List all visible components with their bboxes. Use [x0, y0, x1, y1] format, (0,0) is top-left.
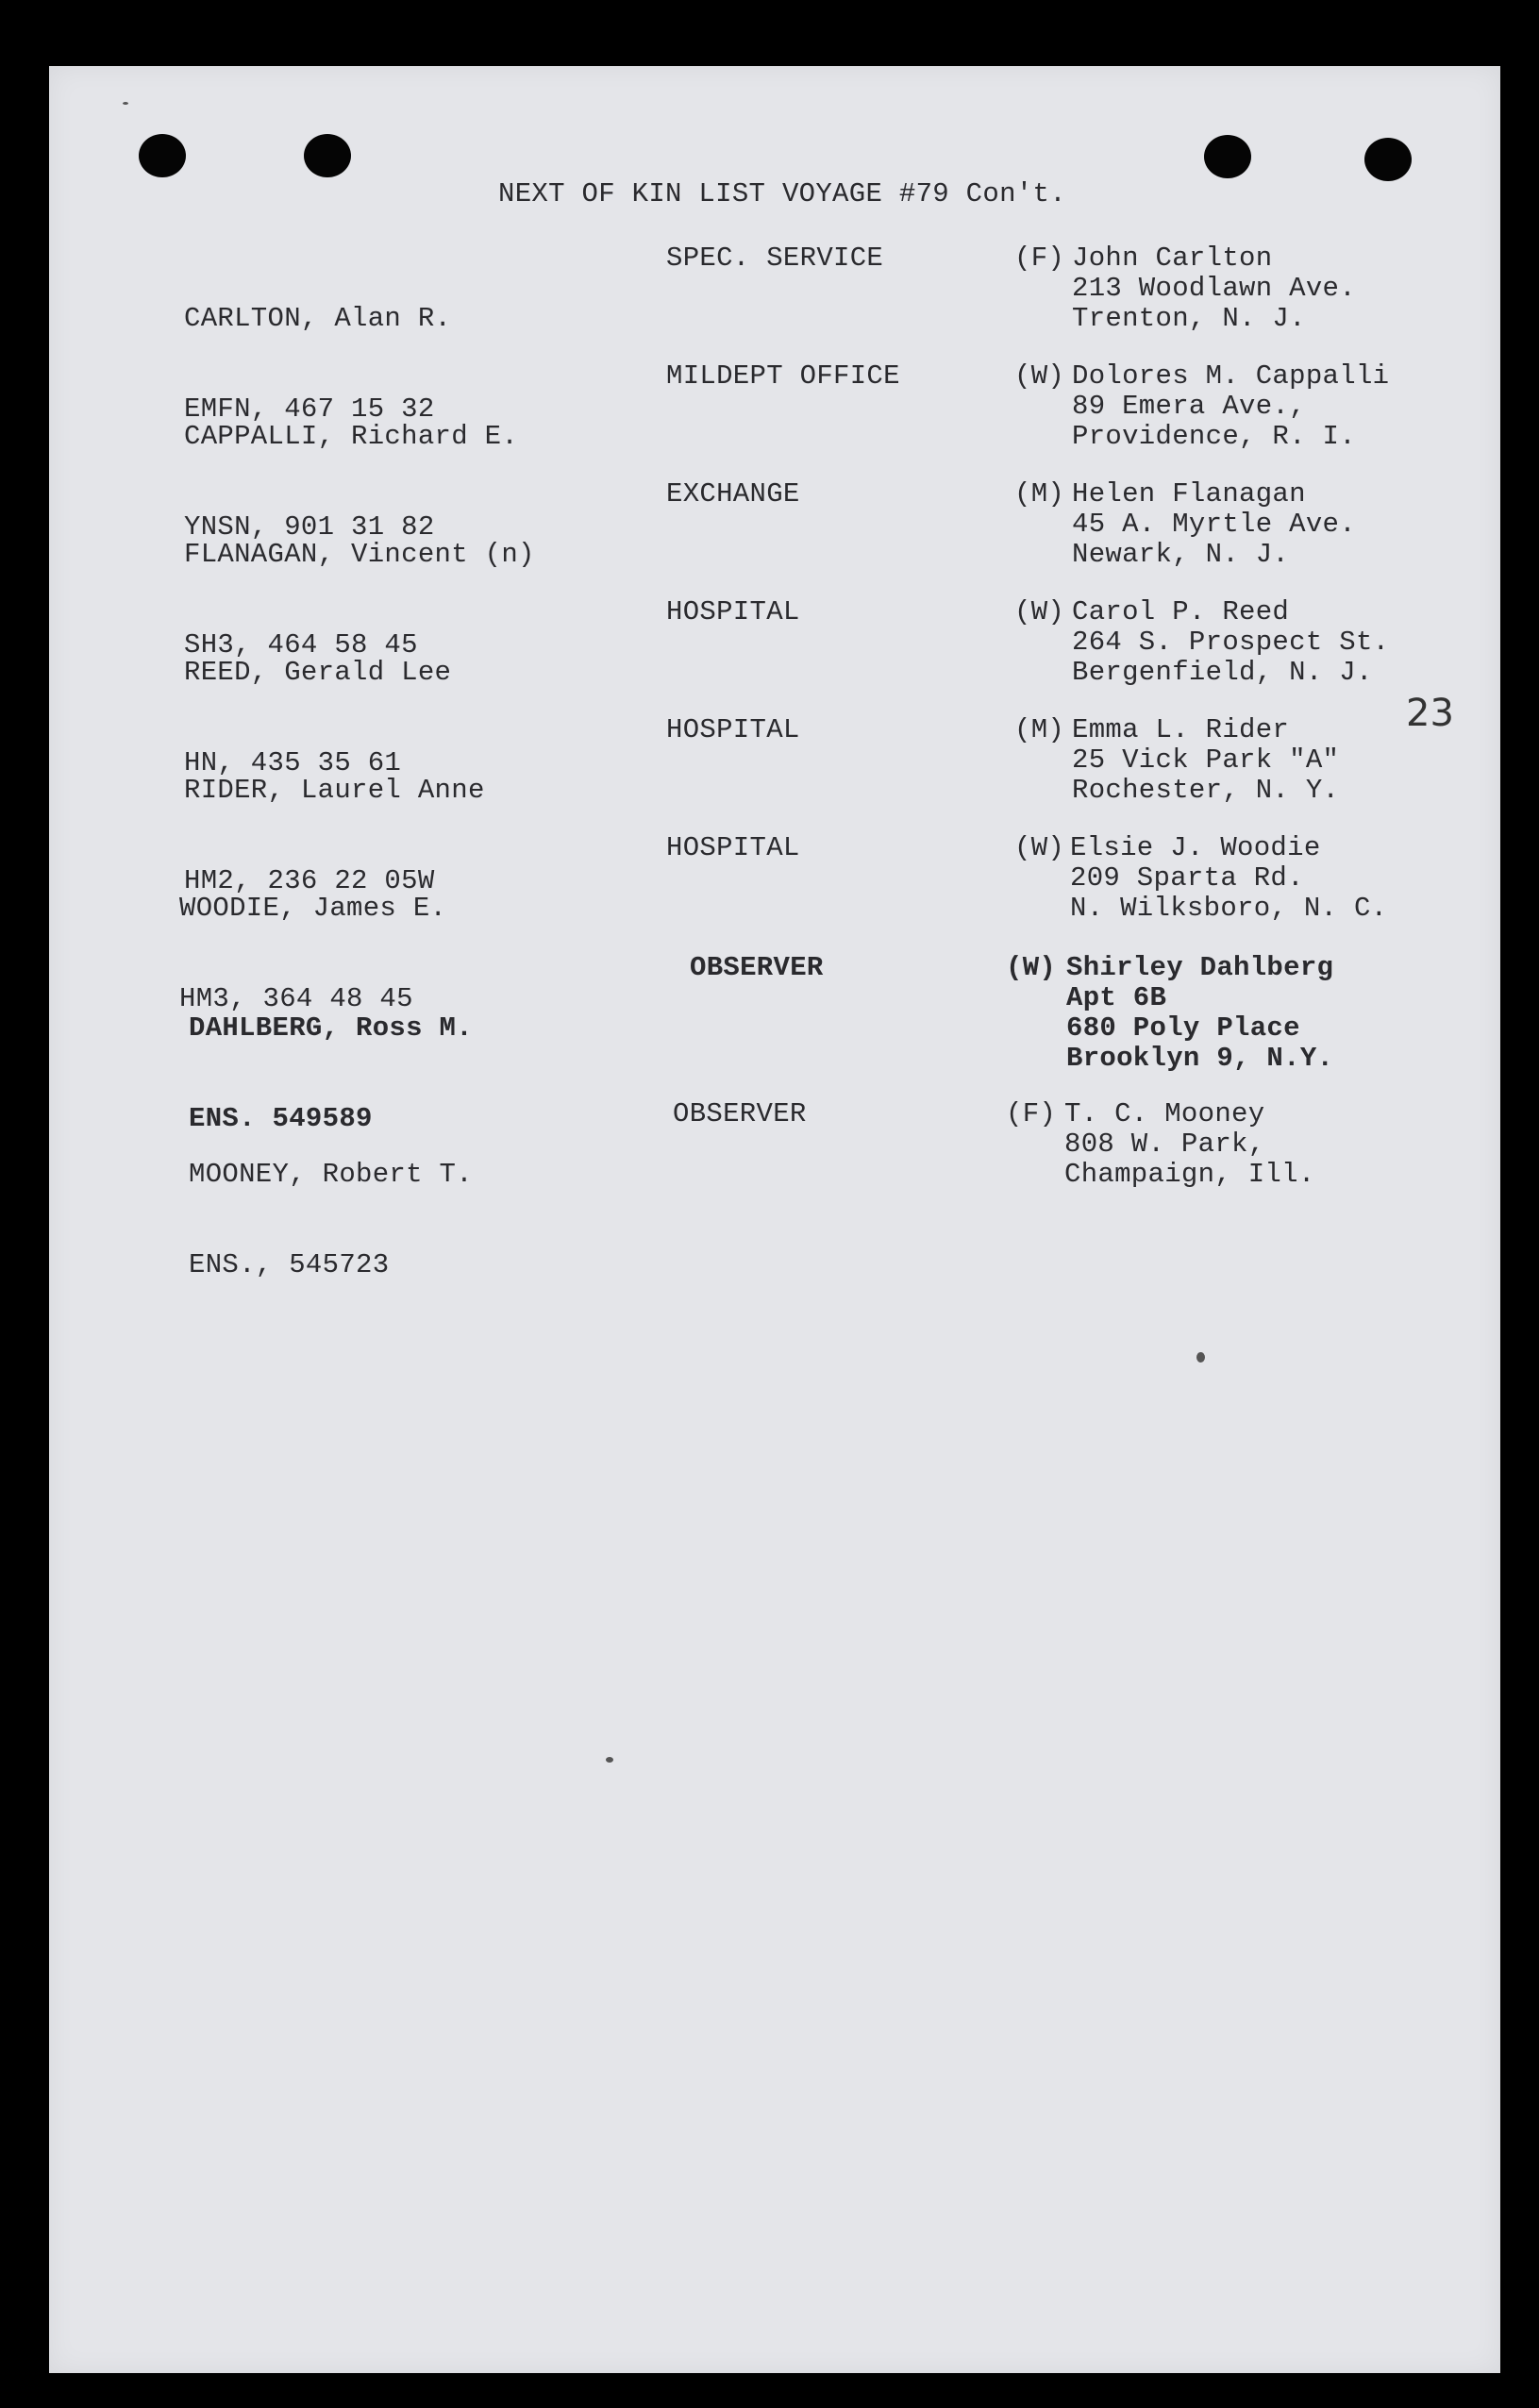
sailor-name: REED, Gerald Lee — [184, 657, 452, 688]
address-line: 264 S. Prospect St. — [1072, 627, 1390, 658]
paper-speck — [123, 102, 128, 105]
address-line: Dolores M. Cappalli — [1072, 360, 1390, 392]
page-number: 23 — [1406, 692, 1454, 735]
sailor-rate: HM3, 364 48 45 — [179, 983, 413, 1014]
department: HOSPITAL — [666, 832, 800, 863]
next-of-kin-address — [1072, 361, 1389, 452]
sailor-rate: ENS., 545723 — [189, 1249, 390, 1280]
next-of-kin-address — [1070, 833, 1387, 924]
sailor-name: CARLTON, Alan R. — [184, 303, 452, 334]
punch-hole — [1204, 135, 1251, 178]
relation: (W) — [1006, 952, 1057, 983]
sailor-rate: HN, 435 35 61 — [184, 747, 402, 778]
address-line: 808 W. Park, — [1064, 1129, 1265, 1160]
sailor-rate: YNSN, 901 31 82 — [184, 511, 435, 543]
sailor-name: CAPPALLI, Richard E. — [184, 421, 519, 452]
punch-hole — [139, 134, 186, 177]
punch-hole — [1364, 138, 1412, 181]
relation: (M) — [1014, 714, 1065, 745]
department: HOSPITAL — [666, 596, 800, 627]
department: EXCHANGE — [666, 478, 800, 510]
address-line: Brooklyn 9, N.Y. — [1066, 1043, 1334, 1074]
address-line: N. Wilksboro, N. C. — [1070, 893, 1388, 924]
next-of-kin-address — [1064, 1099, 1315, 1190]
next-of-kin-address — [1072, 479, 1356, 570]
sailor-rate: ENS. 549589 — [189, 1103, 373, 1134]
relation: (W) — [1014, 832, 1065, 863]
address-line: Trenton, N. J. — [1072, 303, 1306, 334]
address-line: Helen Flanagan — [1072, 478, 1306, 510]
sailor-name: FLANAGAN, Vincent (n) — [184, 539, 535, 570]
department: SPEC. SERVICE — [666, 242, 884, 274]
sailor-name: DAHLBERG, Ross M. — [189, 1012, 473, 1044]
punch-hole — [304, 134, 351, 177]
page-header: NEXT OF KIN LIST VOYAGE #79 Con't. — [498, 178, 1066, 209]
address-line: Rochester, N. Y. — [1072, 775, 1340, 806]
next-of-kin-address — [1072, 243, 1356, 334]
address-line: 25 Vick Park "A" — [1072, 744, 1340, 776]
paper-speck — [606, 1757, 613, 1763]
relation: (F) — [1014, 242, 1065, 274]
address-line: Bergenfield, N. J. — [1072, 657, 1373, 688]
relation: (F) — [1006, 1098, 1057, 1129]
next-of-kin-address — [1072, 597, 1389, 688]
address-line: Elsie J. Woodie — [1070, 832, 1321, 863]
address-line: John Carlton — [1072, 242, 1273, 274]
sailor-name: MOONEY, Robert T. — [189, 1159, 473, 1190]
sailor-name: WOODIE, James E. — [179, 893, 447, 924]
address-line: Emma L. Rider — [1072, 714, 1290, 745]
address-line: 209 Sparta Rd. — [1070, 862, 1304, 894]
relation: (W) — [1014, 596, 1065, 627]
department: MILDEPT OFFICE — [666, 360, 900, 392]
next-of-kin-address — [1066, 953, 1333, 1074]
address-line: Newark, N. J. — [1072, 539, 1290, 570]
address-line: Apt 6B — [1066, 982, 1167, 1013]
department: OBSERVER — [673, 1098, 807, 1129]
department: HOSPITAL — [666, 714, 800, 745]
paper-speck — [1196, 1352, 1205, 1363]
address-line: 680 Poly Place — [1066, 1012, 1300, 1044]
relation: (W) — [1014, 360, 1065, 392]
sailor-rate: EMFN, 467 15 32 — [184, 393, 435, 425]
address-line: 89 Emera Ave., — [1072, 391, 1306, 422]
address-line: Champaign, Ill. — [1064, 1159, 1315, 1190]
next-of-kin-address — [1072, 715, 1339, 806]
sailor-rate: HM2, 236 22 05W — [184, 865, 435, 896]
address-line: Shirley Dahlberg — [1066, 952, 1334, 983]
address-line: Providence, R. I. — [1072, 421, 1356, 452]
sailor-rate: SH3, 464 58 45 — [184, 629, 418, 661]
department: OBSERVER — [690, 952, 824, 983]
address-line: Carol P. Reed — [1072, 596, 1290, 627]
address-line: T. C. Mooney — [1064, 1098, 1265, 1129]
address-line: 213 Woodlawn Ave. — [1072, 273, 1356, 304]
relation: (M) — [1014, 478, 1065, 510]
address-line: 45 A. Myrtle Ave. — [1072, 509, 1356, 540]
sailor-name: RIDER, Laurel Anne — [184, 775, 485, 806]
sailor-column — [189, 1099, 473, 1341]
